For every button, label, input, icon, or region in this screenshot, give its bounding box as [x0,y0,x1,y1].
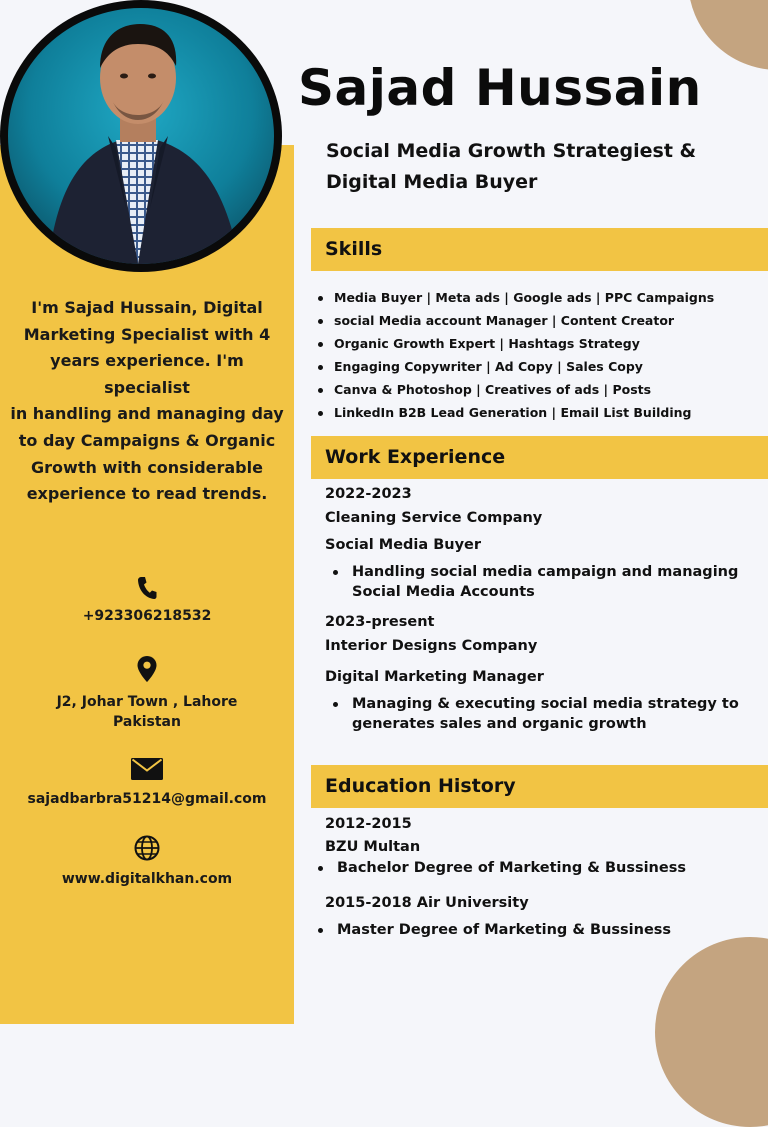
contact-phone [0,576,294,626]
intro-paragraph [6,295,288,508]
address-line: Pakistan [113,714,181,730]
contact-website [0,835,294,889]
education-heading: Education History [325,775,516,797]
skill-item: Organic Growth Expert | Hashtags Strategy [316,333,714,356]
decor-circle-bottom [655,937,768,1127]
intro-line: Growth with considerable [31,457,263,477]
job-bullet-line: Handling social media campaign and managing [352,564,739,580]
experience-heading-bar [311,436,768,479]
job-title: Digital Marketing Manager [325,669,544,685]
job-role [326,136,746,198]
intro-line: I'm Sajad Hussain, Digital [31,298,263,317]
phone-icon [137,576,157,600]
skills-heading-bar [311,228,768,271]
skill-item: LinkedIn B2B Lead Generation | Email List Building [316,402,714,425]
location-pin-icon [137,656,157,682]
job-company: Cleaning Service Company [325,510,543,526]
skill-item: Canva & Photoshop | Creatives of ads | Posts [316,379,714,402]
job-title: Social Media Buyer [325,537,482,553]
intro-line: years experience. I'm specialist [50,351,244,397]
education-degree: Master Degree of Marketing & Bussiness [337,922,672,938]
email-address[interactable]: sajadbarbra51214@gmail.com [27,791,267,807]
phone-number[interactable]: +923306218532 [82,608,212,624]
skill-item: Engaging Copywriter | Ad Copy | Sales Copy [316,356,714,379]
job-role-line: Digital Media Buyer [326,171,538,193]
website-link[interactable]: www.digitalkhan.com [61,871,233,887]
job-bullet [352,562,738,602]
contact-address [0,656,294,732]
envelope-icon [131,758,163,780]
address-line: J2, Johar Town , Lahore [56,694,238,710]
job-bullet-line: Managing & executing social media strategy to [352,696,739,712]
education-degree: Bachelor Degree of Marketing & Bussiness [337,860,686,876]
experience-heading: Work Experience [325,446,506,468]
globe-icon [134,835,160,861]
skills-heading: Skills [325,238,383,260]
profile-photo-image [8,8,274,264]
job-role-line: Social Media Growth Strategiest & [326,140,697,162]
job-bullet-line: generates sales and organic growth [352,716,647,732]
skill-item: social Media account Manager | Content Creator [316,310,714,333]
person-name: Sajad Hussain [298,59,702,117]
job-bullet [352,694,739,734]
intro-line: Marketing Specialist with 4 [23,324,271,344]
intro-line: in handling and managing day [10,404,284,424]
contact-email [0,758,294,809]
skills-list [316,287,714,424]
job-period: 2023-present [325,614,435,630]
job-company: Interior Designs Company [325,638,538,654]
job-bullet-line: Social Media Accounts [352,584,535,600]
intro-line: experience to read trends. [26,484,268,504]
education-period: 2015-2018 Air University [325,895,529,911]
education-heading-bar [311,765,768,808]
job-period: 2022-2023 [325,486,412,502]
profile-photo [0,0,282,272]
education-period: 2012-2015 [325,816,412,832]
intro-line: to day Campaigns & Organic [18,430,276,450]
education-institution: BZU Multan [325,839,421,855]
skill-item: Media Buyer | Meta ads | Google ads | PPC Campaigns [316,287,714,310]
